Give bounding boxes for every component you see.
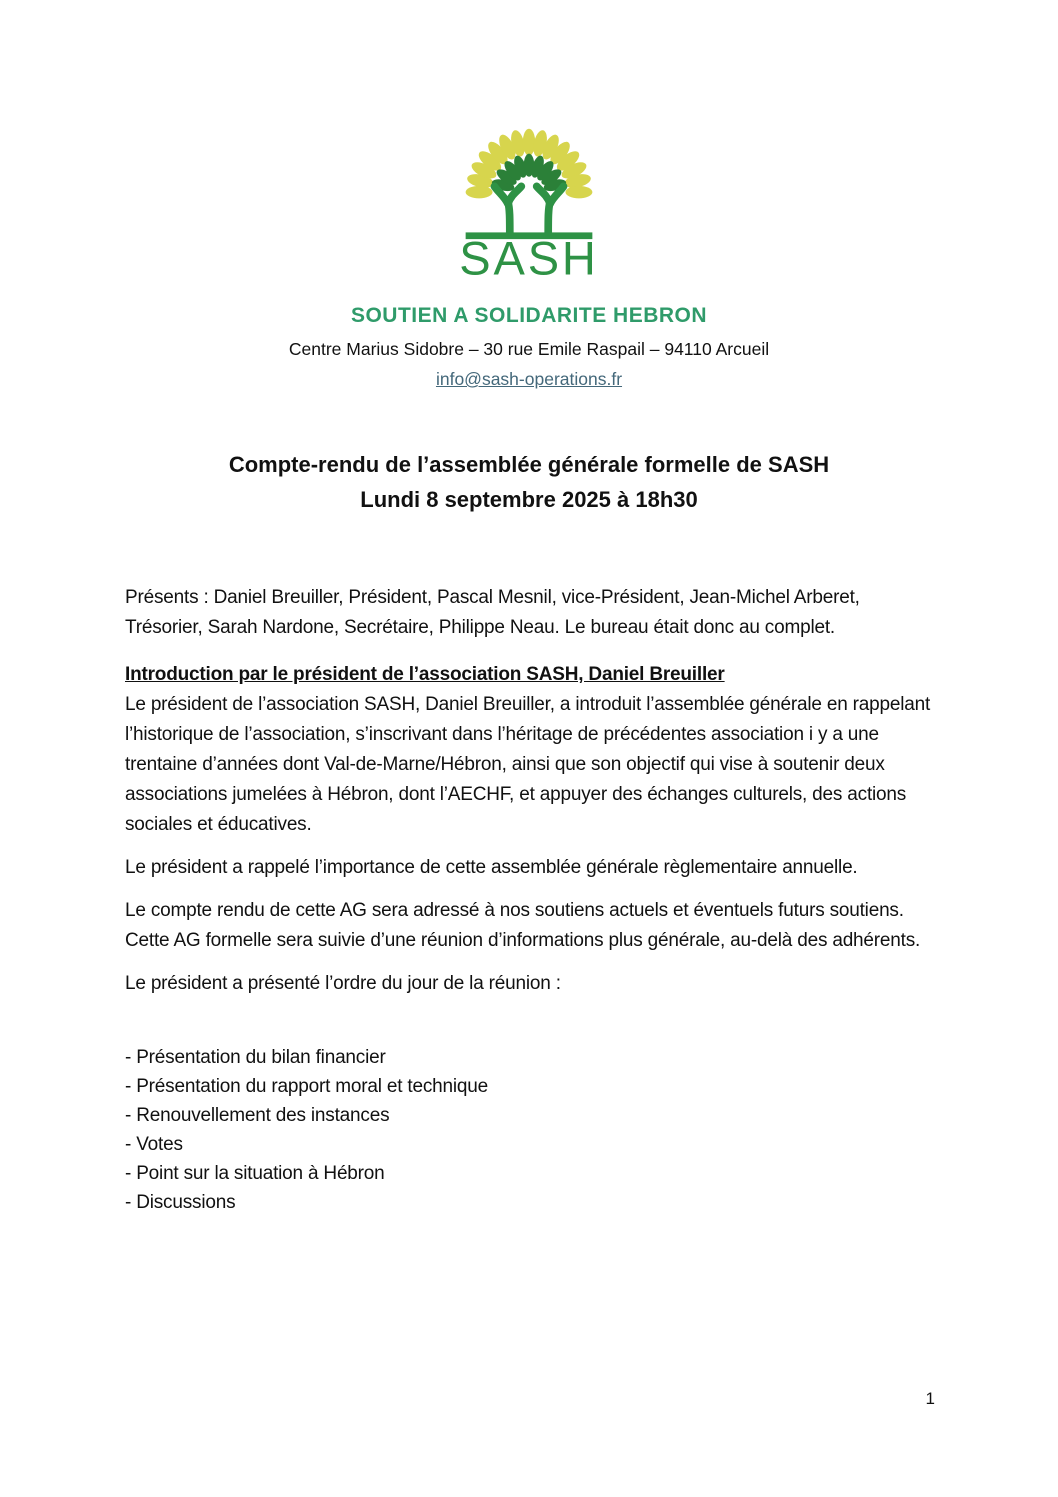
org-email-row	[0, 369, 1058, 390]
paragraph-introduction: Le président de l’association SASH, Daniel Breuiller, a introduit l’assemblée générale en rappelant l’historique de l’association, s’inscrivant dans l’héritage de précédentes association i y a une trentaine d’années dont Val-de-Marne/Hébron, ainsi que son objectif qui vise à soutenir deux associations jumelées à Hébron, dont l’AECHF, et appuyer des échanges culturels, des actions sociales et éducatives.	[125, 694, 931, 835]
logo-text: SASH	[459, 231, 599, 285]
title-line-1: Compte-rendu de l’assemblée générale formelle de SASH	[228, 452, 830, 477]
paragraph-compte-rendu: Le compte rendu de cette AG sera adressé à nos soutiens actuels et éventuels futurs soutiens. Cette AG formelle sera suivie d’une réunion d’informations plus générale, au-delà des adhérents.	[125, 900, 921, 951]
agenda-item-rapport-moral: - Présentation du rapport moral et technique	[125, 1076, 488, 1097]
page-number: 1	[925, 1389, 935, 1408]
org-address: Centre Marius Sidobre – 30 rue Emile Raspail – 94110 Arcueil	[288, 339, 770, 359]
section-heading-introduction: Introduction par le président de l’association SASH, Daniel Breuiller	[125, 664, 725, 685]
document-title	[0, 447, 1058, 517]
paragraph-importance-ag: Le président a rappelé l’importance de cette assemblée générale règlementaire annuelle.	[125, 857, 858, 878]
tree-logo-icon	[451, 98, 607, 290]
document-body	[125, 583, 935, 1217]
email-link[interactable]: info@sash-operations.fr	[435, 369, 623, 389]
agenda-item-situation-hebron: - Point sur la situation à Hébron	[125, 1163, 385, 1184]
sash-logo	[0, 0, 1058, 290]
org-name: SOUTIEN A SOLIDARITE HEBRON	[350, 304, 708, 327]
tree-trunks	[494, 186, 563, 234]
agenda-item-discussions: - Discussions	[125, 1192, 236, 1213]
agenda-list	[125, 1043, 935, 1217]
paragraph-presents: Présents : Daniel Breuiller, Président, Pascal Mesnil, vice-Président, Jean-Michel Arberet, Trésorier, Sarah Nardone, Secrétaire, Philippe Neau. Le bureau était donc au complet.	[125, 587, 860, 638]
agenda-item-votes: - Votes	[125, 1134, 183, 1155]
agenda-item-renouvellement: - Renouvellement des instances	[125, 1105, 390, 1126]
document-header	[0, 0, 1058, 390]
paragraph-ordre-du-jour: Le président a présenté l’ordre du jour de la réunion :	[125, 973, 561, 994]
title-line-2: Lundi 8 septembre 2025 à 18h30	[360, 487, 698, 512]
agenda-item-bilan-financier: - Présentation du bilan financier	[125, 1047, 386, 1068]
